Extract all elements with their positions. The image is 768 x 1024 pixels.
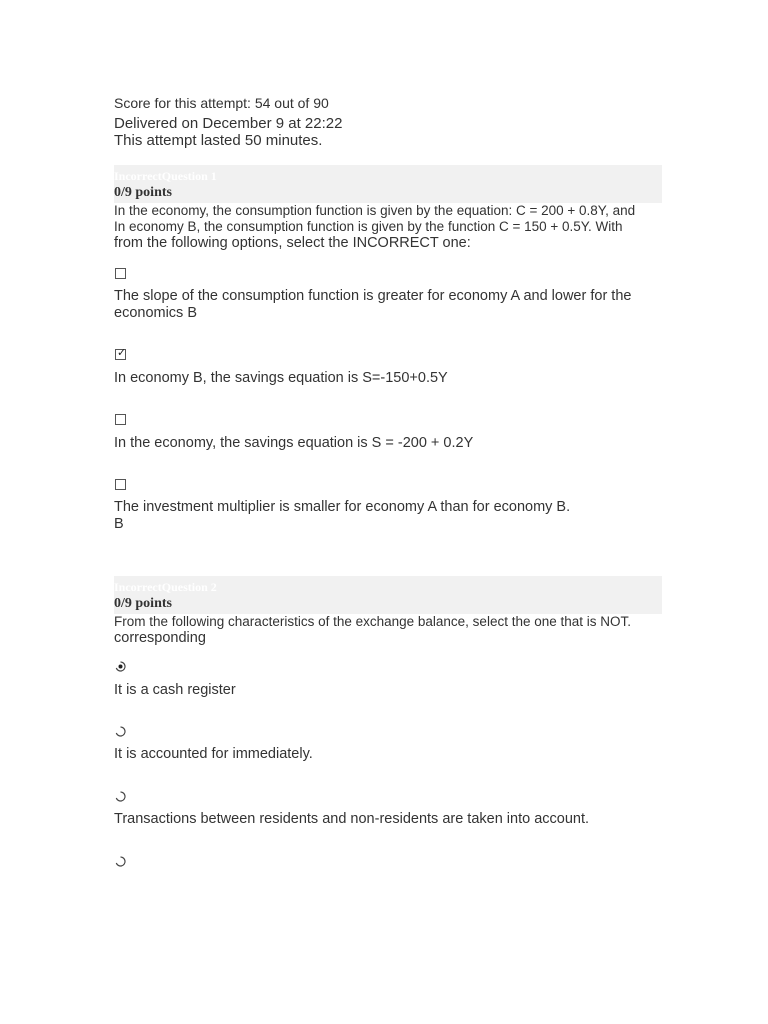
question-2-text-line-1: From the following characteristics of the exchange balance, select the one that is NOT. [114,614,632,629]
question-2-points: 0/9 points [114,596,172,611]
q1-option-4-line-1: The investment multiplier is smaller for economy A than for economy B. [114,499,571,515]
question-2-text [114,614,674,646]
q2-option-1-line-1: It is a cash register [114,682,236,698]
q1-option-1-line-1: The slope of the consumption function is greater for economy A and lower for the [114,288,632,304]
q2-option-2-label[interactable] [114,746,662,763]
q1-option-1-line-2: economics B [114,305,198,321]
q1-option-3-checkbox[interactable] [115,414,126,425]
delivered-text: Delivered on December 9 at 22:22 [114,115,343,132]
score-text: Score for this attempt: 54 out of 90 [114,95,329,111]
q1-option-4-label[interactable] [114,499,662,533]
q2-option-3-label[interactable] [114,811,662,828]
q2-option-4-radio[interactable] [115,856,126,867]
duration-text: This attempt lasted 50 minutes. [114,132,323,149]
q2-option-2-radio[interactable] [115,726,126,737]
q1-option-4-line-2: B [114,516,124,532]
q2-option-3-radio[interactable] [115,791,126,802]
question-1-points: 0/9 points [114,185,172,200]
q1-option-3-line-1: In the economy, the savings equation is S = -200 + 0.2Y [114,435,474,451]
q1-option-2-checkbox[interactable] [115,346,127,360]
question-1-text-line-2: In economy B, the consumption function is given by the function C = 150 + 0.5Y. With [114,219,623,234]
question-1-text-line-1: In the economy, the consumption function is given by the equation: C = 200 + 0.8Y, and [114,203,636,218]
q1-option-2-line-1: In economy B, the savings equation is S=-150+0.5Y [114,370,448,386]
q2-option-1-label[interactable] [114,682,662,699]
question-1-title: IncorrectQuestion 1 [114,169,217,183]
question-1-text [114,203,674,251]
question-2-title: IncorrectQuestion 2 [114,580,217,594]
q2-option-1-radio[interactable] [115,661,126,672]
checkmark-icon: ✓ [117,346,127,359]
question-1-text-line-3: from the following options, select the INCORRECT one: [114,235,471,251]
question-2-text-line-2: corresponding [114,630,206,646]
q2-option-3-line-1: Transactions between residents and non-residents are taken into account. [114,811,590,827]
q1-option-2-label[interactable] [114,370,662,387]
q2-option-2-line-1: It is accounted for immediately. [114,746,313,762]
q1-option-3-label[interactable] [114,435,662,452]
q1-option-1-label[interactable] [114,288,662,322]
q1-option-1-checkbox[interactable] [115,268,126,279]
q1-option-4-checkbox[interactable] [115,479,126,490]
